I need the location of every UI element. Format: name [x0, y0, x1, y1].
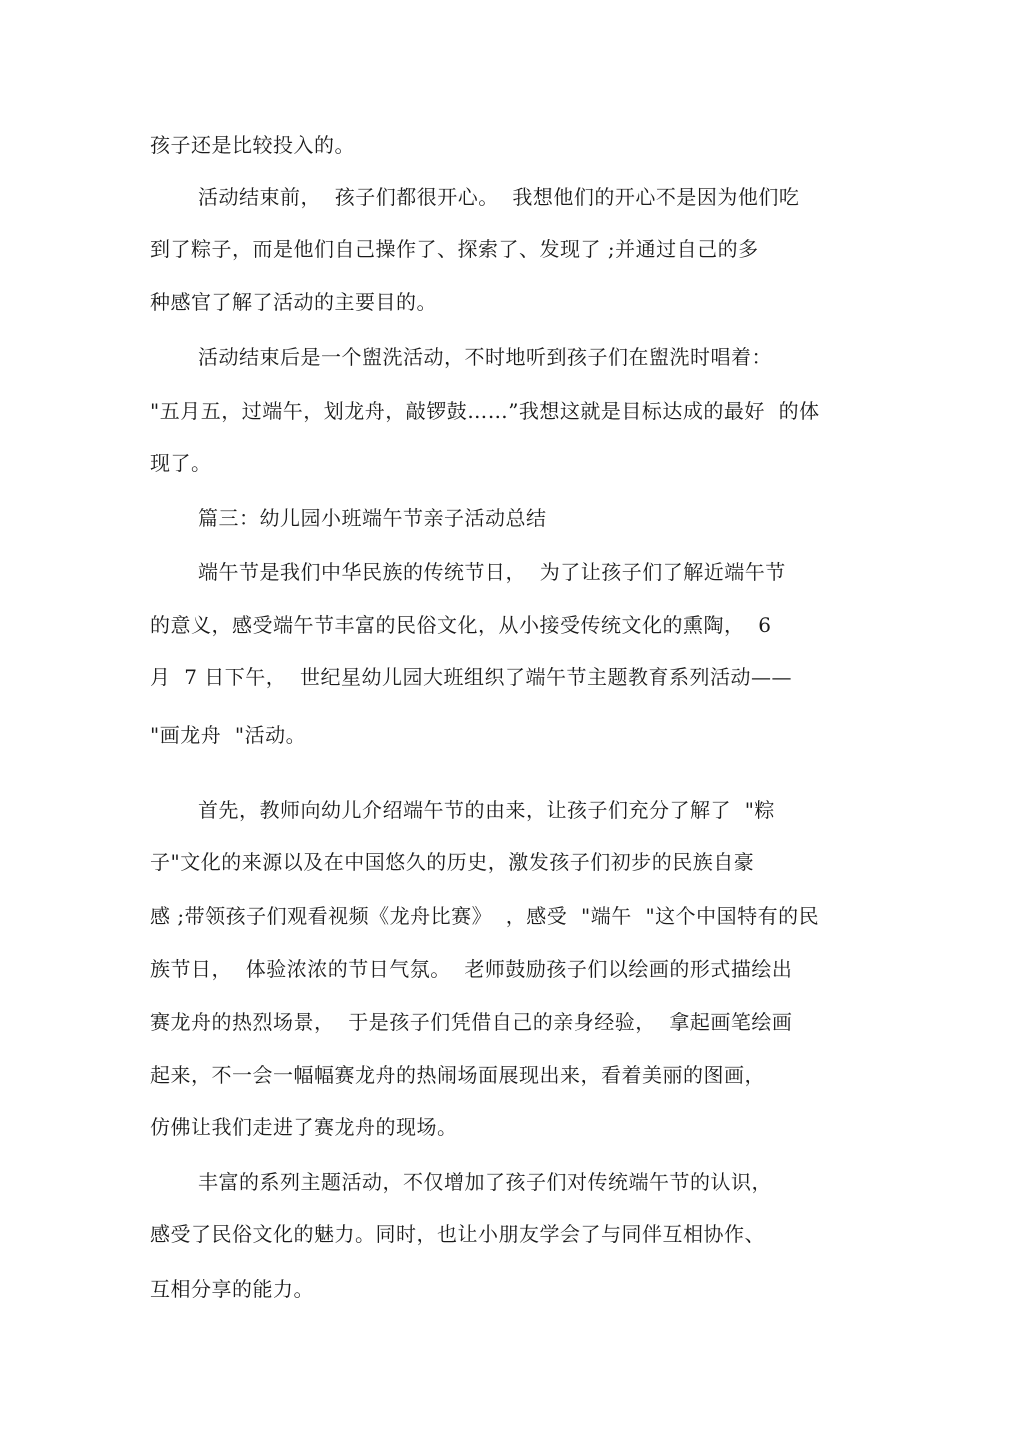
- text-line-3: 到了粽子，而是他们自己操作了、探索了、发现了 ;并通过自己的多: [150, 237, 759, 261]
- text-line-14: 子"文化的来源以及在中国悠久的历史，激发孩子们初步的民族自豪: [150, 850, 755, 874]
- text-line-13: 首先，教师向幼儿介绍端午节的由来，让孩子们充分了解了 "粽: [198, 798, 775, 822]
- text-line-10: 的意义，感受端午节丰富的民俗文化，从小接受传统文化的熏陶， 6: [150, 613, 772, 637]
- text-line-9: 端午节是我们中华民族的传统节日， 为了让孩子们了解近端午节: [198, 560, 786, 584]
- text-line-1: 孩子还是比较投入的。: [150, 133, 355, 157]
- text-line-22: 互相分享的能力。: [150, 1277, 314, 1301]
- text-line-17: 赛龙舟的热烈场景， 于是孩子们凭借自己的亲身经验， 拿起画笔绘画: [150, 1010, 793, 1034]
- text-line-12: "画龙舟 "活动。: [150, 723, 307, 747]
- text-line-11: 月 7 日下午， 世纪星幼儿园大班组织了端午节主题教育系列活动——: [150, 665, 793, 689]
- text-line-18: 起来，不一会一幅幅赛龙舟的热闹场面展现出来，看着美丽的图画，: [150, 1063, 765, 1087]
- text-line-21: 感受了民俗文化的魅力。同时，也让小朋友学会了与同伴互相协作、: [150, 1222, 765, 1246]
- text-line-4: 种感官了解了活动的主要目的。: [150, 290, 437, 314]
- text-line-15: 感 ;带领孩子们观看视频《龙舟比赛》 ，感受 "端午 "这个中国特有的民: [150, 904, 820, 928]
- text-line-5: 活动结束后是一个盥洗活动，不时地听到孩子们在盥洗时唱着：: [198, 345, 772, 369]
- text-line-7: 现了。: [150, 451, 212, 475]
- text-line-16: 族节日， 体验浓浓的节日气氛。 老师鼓励孩子们以绘画的形式描绘出: [150, 957, 793, 981]
- text-line-6: "五月五，过端午，划龙舟，敲锣鼓……”我想这就是目标达成的最好 的体: [150, 399, 820, 423]
- text-line-2: 活动结束前， 孩子们都很开心。 我想他们的开心不是因为他们吃: [198, 185, 800, 209]
- text-line-19: 仿佛让我们走进了赛龙舟的现场。: [150, 1115, 458, 1139]
- text-line-20: 丰富的系列主题活动，不仅增加了孩子们对传统端午节的认识，: [198, 1170, 772, 1194]
- section-heading: 篇三：幼儿园小班端午节亲子活动总结: [198, 506, 547, 530]
